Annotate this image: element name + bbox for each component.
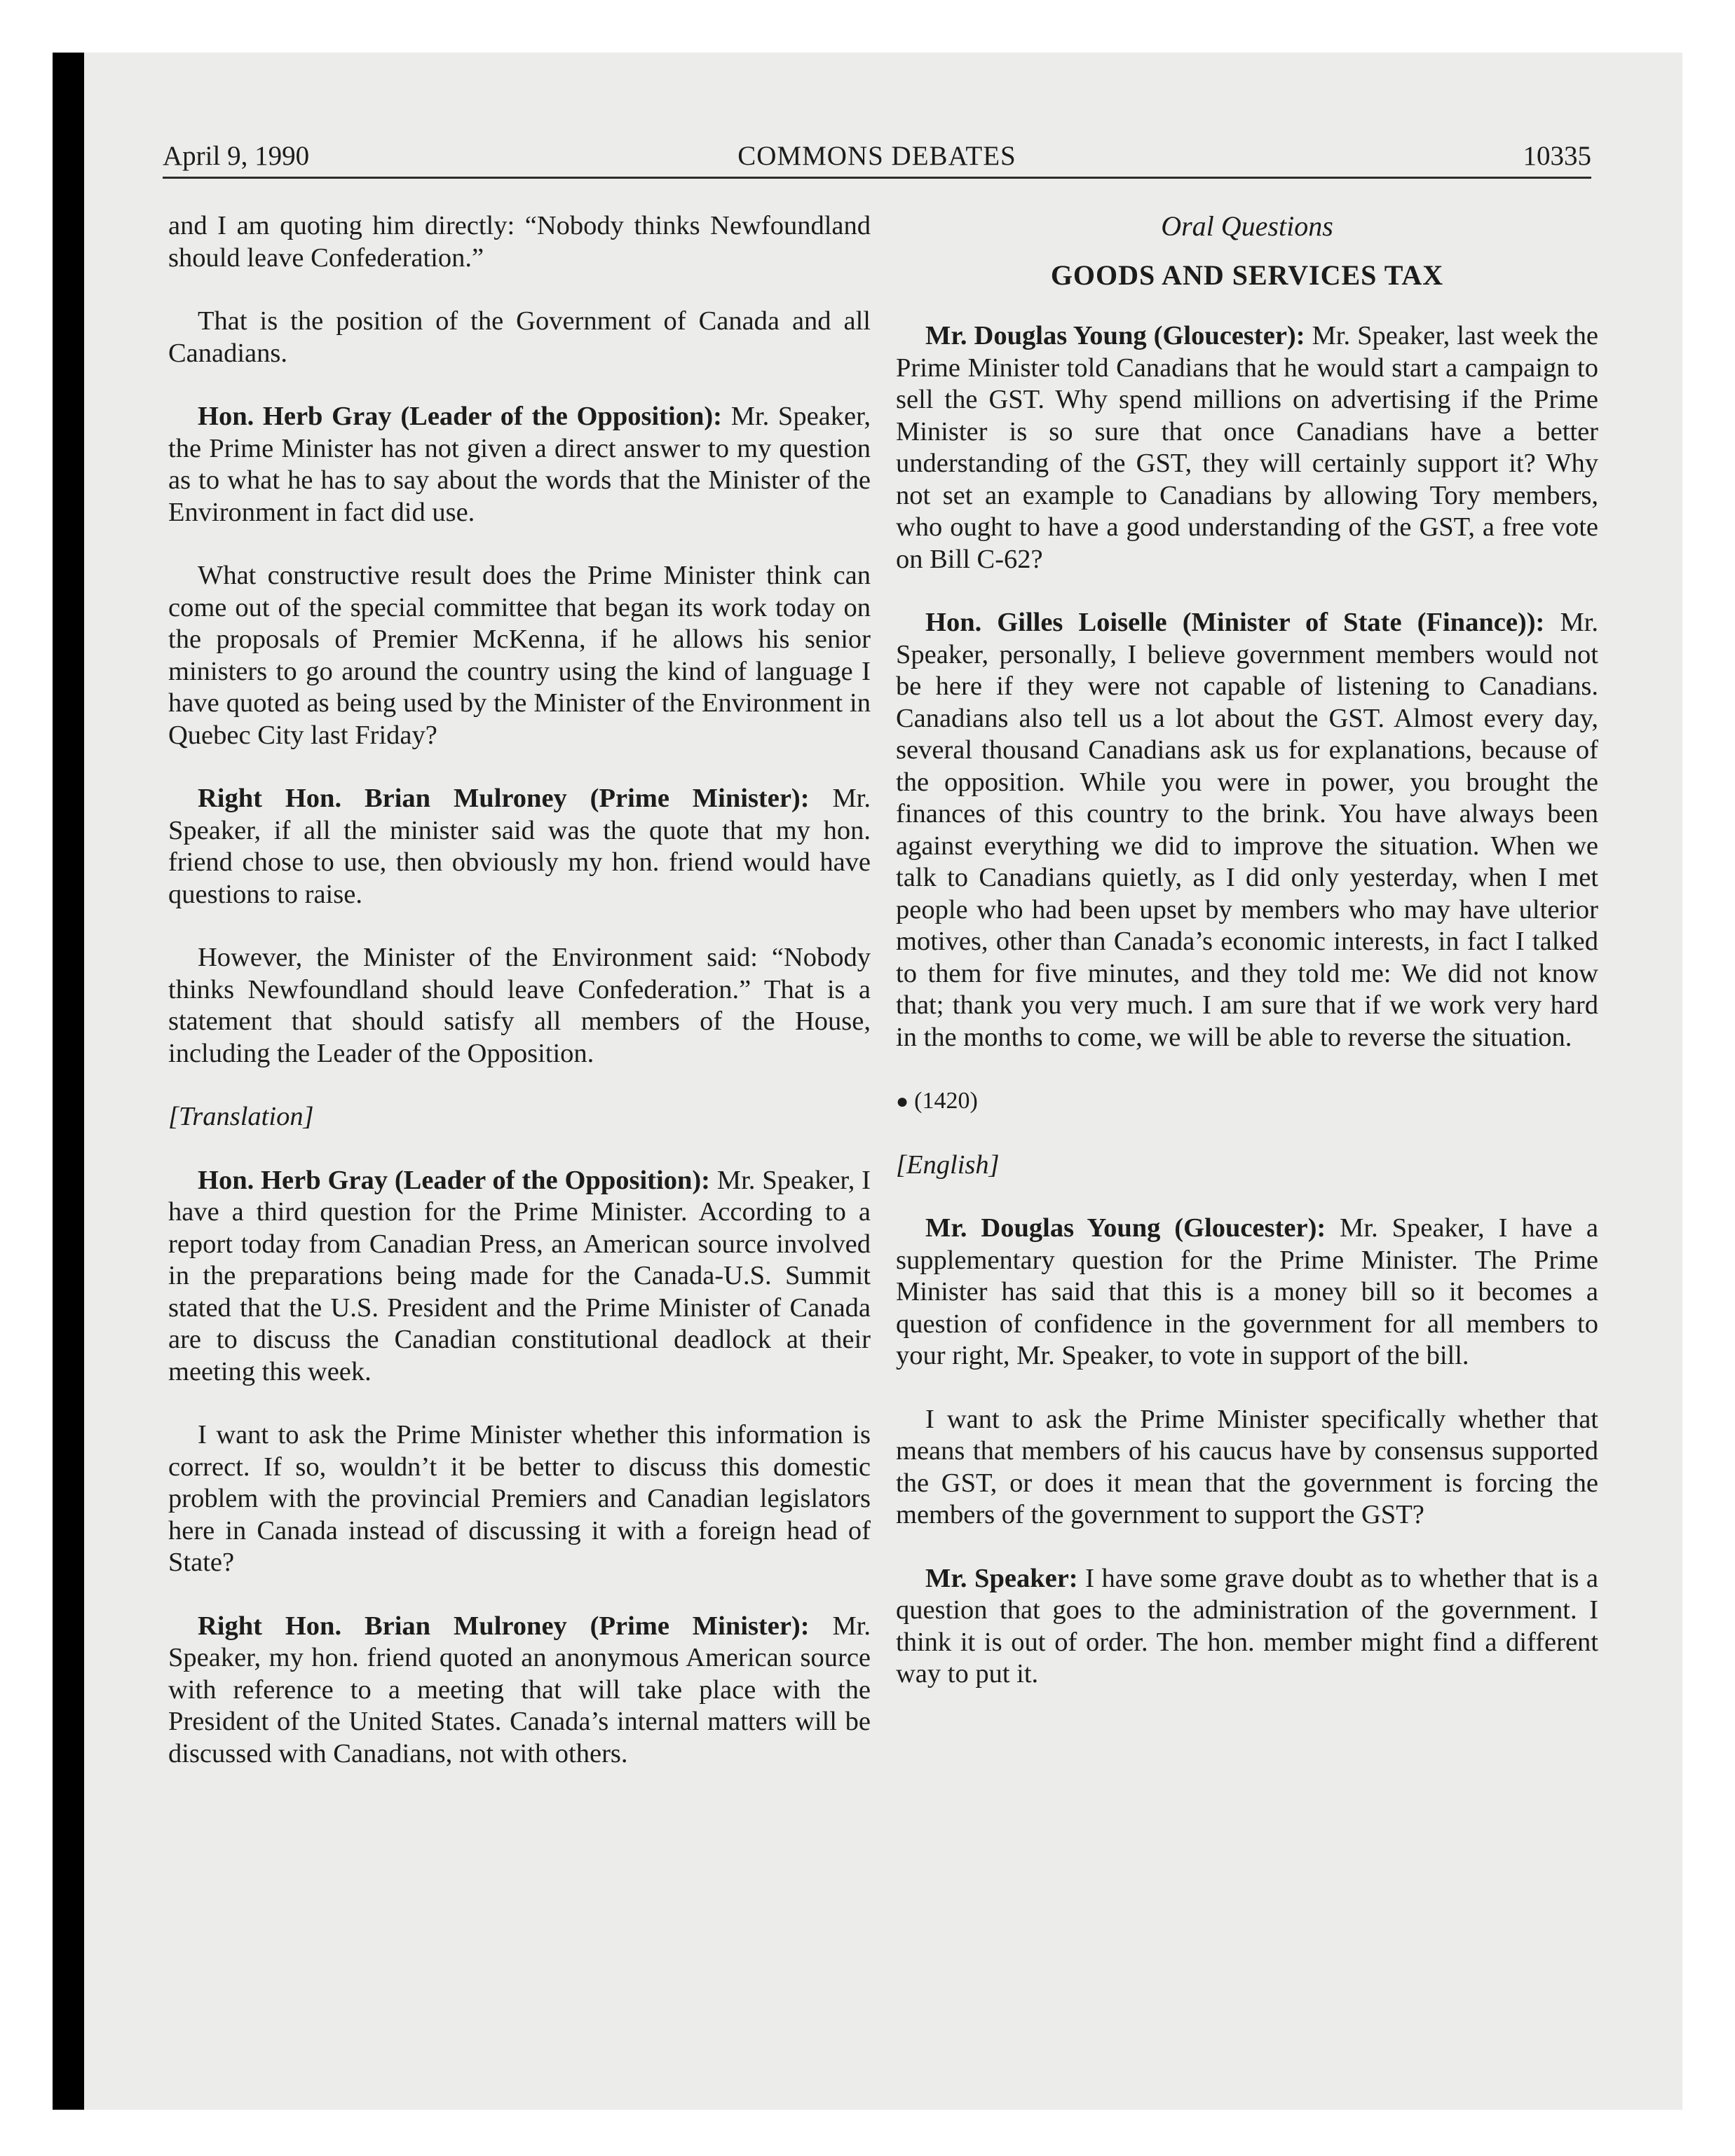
english-label: [English]	[896, 1149, 1000, 1180]
speaker-name: Hon. Gilles Loiselle (Minister of State (Finance)):	[925, 608, 1545, 637]
header-title: COMMONS DEBATES	[737, 141, 1016, 171]
paragraph-text: What constructive result does the Prime Minister think can come out of the special committee that began its work today on the proposals of Premier McKenna, if he allows his senior ministers to go around the country using the kind of language I have quoted as being used by the Minister of the Environment in Quebec City last Friday?	[168, 561, 871, 750]
paragraph	[168, 210, 871, 274]
speaker-name: Right Hon. Brian Mulroney (Prime Minister):	[198, 1611, 810, 1641]
paragraph	[168, 1165, 871, 1389]
time-stamp-text: (1420)	[914, 1088, 978, 1114]
right-column	[896, 210, 1598, 1722]
paragraph-text: Mr. Speaker, last week the Prime Minister told Canadians that he would start a campaign to sell the GST. Why spend millions on advertising if the Prime Minister is so sure that once Canadians have a better understanding of the GST, they will certainly support it? Why not set an example to Canadians by allowing Tory members, who ought to have a good understanding of the GST, a free vote on Bill C-62?	[896, 321, 1598, 574]
paragraph-text: I have some grave doubt as to whether that is a question that goes to the administration of the government. I think it is out of order. The hon. member might find a different way to put it.	[896, 1563, 1598, 1688]
speaker-name: Hon. Herb Gray (Leader of the Opposition):	[198, 1165, 710, 1195]
time-stamp	[896, 1085, 1598, 1118]
paragraph-text: I want to ask the Prime Minister specifically whether that means that members of his caucus have by consensus supported the GST, or does it mean that the government is forcing the members of the government to support the GST?	[896, 1404, 1598, 1529]
bullet-icon: ●	[896, 1090, 909, 1113]
paragraph-text: Mr. Speaker, I have a supplementary question for the Prime Minister. The Prime Minister has said that this is a money bill so it becomes a question of confidence in the government for all members to your right, Mr. Speaker, to vote in support of the bill.	[896, 1213, 1598, 1370]
paragraph	[896, 1213, 1598, 1372]
speaker-name: Mr. Douglas Young (Gloucester):	[925, 321, 1305, 350]
header-page-number: 10335	[1523, 141, 1591, 171]
paragraph-text: However, the Minister of the Environment said: “Nobody thinks Newfoundland should leave Confederation.” That is a statement that should satisfy all members of the House, including the Leader of the Opposition.	[168, 943, 871, 1068]
topic-heading: GOODS AND SERVICES TAX	[1050, 259, 1444, 291]
paragraph-text: Mr. Speaker, the Prime Minister has not given a direct answer to my question as to what he has to say about the words that the Minister of the Environment in fact did use.	[168, 402, 871, 527]
header-date: April 9, 1990	[163, 141, 310, 171]
translation-label: [Translation]	[168, 1102, 314, 1131]
paragraph	[168, 401, 871, 528]
speaker-name: Mr. Speaker:	[925, 1563, 1078, 1593]
paragraph	[896, 1404, 1598, 1531]
left-column	[168, 210, 871, 1801]
binding-edge	[53, 53, 84, 2110]
paragraph-text: and I am quoting him directly: “Nobody thinks Newfoundland should leave Confederation.”	[168, 211, 871, 273]
paragraph-text: Mr. Speaker, I have a third question for the Prime Minister. According to a report today from Canadian Press, an American source involved in the preparations being made for the Canada-U.S. Summit stated that the U.S. President and the Prime Minister of Canada are to discuss the Canadian constitutional deadlock at their meeting this week.	[168, 1165, 871, 1386]
paragraph-text: Mr. Speaker, personally, I believe government members would not be here if they were not capable of listening to Canadians. Canadians also tell us a lot about the GST. Almost every day, several thousand Canadians ask us for explanations, because of the opposition. While you were in power, you brought the finances of this country to the brink. You have always been against everything we did to improve the situation. When we talk to Canadians quietly, as I did only yesterday, when I met people who had been upset by members who may have ulterior motives, other than Canada’s economic interests, in fact I talked to them for five minutes, and they told me: We did not know that; thank you very much. I am sure that if we work very hard in the months to come, we will be able to reverse the situation.	[896, 608, 1599, 1052]
page-header	[163, 137, 1591, 179]
paragraph	[168, 306, 871, 369]
paragraph-text: Mr. Speaker, if all the minister said was the quote that my hon. friend chose to use, then obviously my hon. friend would have questions to raise.	[168, 784, 871, 909]
header-rule	[163, 177, 1591, 179]
paragraph-text: That is the position of the Government of Canada and all Canadians.	[168, 306, 871, 368]
speaker-name: Mr. Douglas Young (Gloucester):	[925, 1213, 1326, 1243]
paragraph	[896, 607, 1598, 1053]
speaker-name: Hon. Herb Gray (Leader of the Opposition):	[198, 402, 722, 431]
paragraph	[168, 942, 871, 1070]
paragraph	[168, 783, 871, 910]
paragraph-text: Mr. Speaker, my hon. friend quoted an anonymous American source with reference to a meeting that will take place with the President of the United States. Canada’s internal matters will be discussed with Canadians, not with others.	[168, 1611, 871, 1768]
paragraph	[168, 1611, 871, 1770]
running-head: Oral Questions	[1161, 210, 1333, 242]
paragraph	[896, 320, 1598, 575]
paragraph	[896, 1563, 1598, 1691]
speaker-name: Right Hon. Brian Mulroney (Prime Minister):	[198, 784, 810, 813]
paragraph	[168, 1419, 871, 1579]
paragraph	[168, 560, 871, 751]
paragraph-text: I want to ask the Prime Minister whether this information is correct. If so, wouldn’t it be better to discuss this domestic problem with the provincial Premiers and Canadian legislators here in Canada instead of discussing it with a foreign head of State?	[168, 1420, 871, 1577]
